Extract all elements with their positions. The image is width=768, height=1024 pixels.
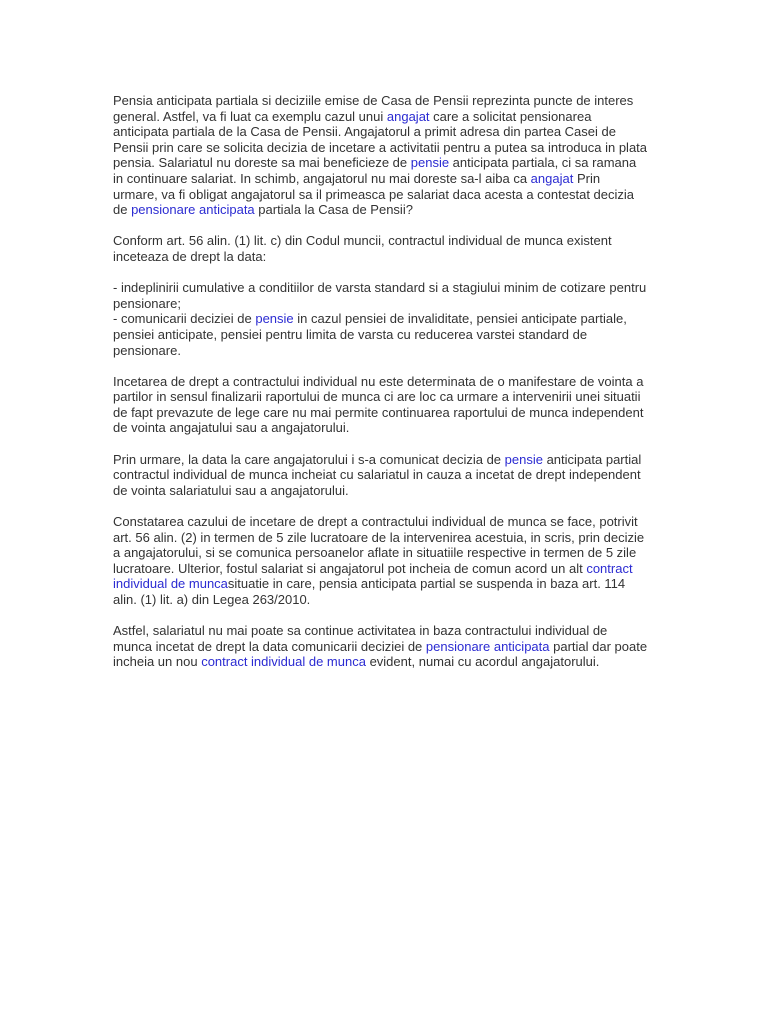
text-line (113, 311, 703, 327)
text-segment: a angajatorului, si se comunica persoanelor aflate in situatiile respective in termen de 5 zile (113, 545, 637, 561)
text-segment: pensionare; (113, 295, 181, 311)
text-line (113, 249, 703, 265)
paragraph (113, 374, 703, 436)
text-line (113, 654, 703, 670)
text-line (113, 374, 703, 390)
keyword-link[interactable]: individual de munca (113, 576, 228, 592)
text-segment: lucratoare. Ulterior, fostul salariat si angajatorul pot incheia de comun acord un alt (113, 560, 587, 576)
text-line (113, 233, 703, 249)
text-line (113, 592, 703, 608)
text-segment: - indeplinirii cumulative a conditiilor de varsta standard si a stagiului minim de cotizare pentru (113, 280, 647, 296)
paragraph (113, 233, 703, 264)
text-segment: partial dar poate (549, 638, 648, 654)
keyword-link[interactable]: contract (586, 560, 633, 576)
text-line (113, 389, 703, 405)
text-segment: de fapt prevazute de lege care nu mai permite continuarea raportului de munca independent (113, 404, 644, 420)
text-line (113, 405, 703, 421)
text-segment: Astfel, salariatul nu mai poate sa continue activitatea in baza contractului individual de (113, 623, 608, 639)
text-line (113, 187, 703, 203)
keyword-link[interactable]: angajat (386, 108, 430, 124)
text-line (113, 93, 703, 109)
text-segment: anticipata partial (542, 451, 642, 467)
text-segment: de vointa angajatului sau a angajatorului. (113, 420, 350, 436)
paragraph (113, 623, 703, 670)
keyword-link[interactable]: pensionare anticipata (131, 202, 255, 218)
text-segment: Pensii prin care se solicita decizia de incetare a activitatii pentru a putea sa introduca in plata (113, 139, 648, 155)
text-line (113, 124, 703, 140)
text-line (113, 343, 703, 359)
paragraph (113, 514, 703, 608)
text-segment: - comunicarii deciziei de (113, 311, 256, 327)
text-line (113, 296, 703, 312)
text-segment: in continuare salariat. In schimb, angajatorul nu mai doreste sa-l aiba ca (113, 170, 531, 186)
text-segment: Prin (573, 170, 601, 186)
text-line (113, 202, 703, 218)
text-line (113, 483, 703, 499)
text-segment: de vointa salariatului sau a angajatorului. (113, 482, 349, 498)
document-body (113, 93, 703, 686)
keyword-link[interactable]: pensionare anticipata (425, 638, 550, 654)
text-segment: de (113, 202, 132, 218)
text-segment: urmare, va fi obligat angajatorul sa il primeasca pe salariat daca acesta a contestat decizia (113, 186, 635, 202)
text-line (113, 530, 703, 546)
text-segment: Conform art. 56 alin. (1) lit. c) din Codul muncii, contractul individual de munca existent (113, 233, 612, 249)
keyword-link[interactable]: pensie (410, 155, 450, 171)
text-segment: contractul individual de munca incheiat cu salariatul in cauza a incetat de drept independent (113, 467, 641, 483)
text-line (113, 576, 703, 592)
text-line (113, 545, 703, 561)
paragraph (113, 93, 703, 218)
text-segment: munca incetat de drept la data comunicarii deciziei de (113, 638, 426, 654)
keyword-link[interactable]: contract individual de munca (201, 654, 366, 670)
text-segment: alin. (1) lit. a) din Legea 263/2010. (113, 592, 311, 607)
text-line (113, 155, 703, 171)
text-segment: inceteaza de drept la data: (113, 248, 267, 264)
text-segment: pensiei anticipate, pensiei pentru limita de varsta cu reducerea varstei standard de (113, 326, 588, 342)
text-segment: Constatarea cazului de incetare de drept a contractului individual de munca se face, potrivit (113, 514, 638, 530)
text-segment: in cazul pensiei de invaliditate, pensiei anticipate partiale, (293, 311, 627, 327)
text-segment: pensionare. (113, 342, 181, 358)
keyword-link[interactable]: pensie (504, 451, 543, 467)
text-segment: partilor in sensul finalizarii raportului de munca ci are loc ca urmare a intervenirii unei situatii (113, 389, 641, 405)
text-line (113, 514, 703, 530)
text-segment: general. Astfel, va fi luat ca exemplu cazul unui (113, 108, 387, 124)
text-line (113, 623, 703, 639)
text-segment: anticipata partiala, ci sa ramana (449, 155, 637, 171)
keyword-link[interactable]: angajat (530, 170, 574, 186)
text-line (113, 561, 703, 577)
text-segment: care a solicitat pensionarea (429, 108, 592, 124)
text-line (113, 452, 703, 468)
text-line (113, 420, 703, 436)
text-line (113, 171, 703, 187)
text-line (113, 639, 703, 655)
text-segment: evident, numai cu acordul angajatorului. (365, 654, 600, 670)
text-segment: anticipata partiala de la Casa de Pensii. Angajatorul a primit adresa din partea Casei de (113, 124, 616, 140)
text-line (113, 140, 703, 156)
text-segment: Prin urmare, la data la care angajatorului i s-a comunicat decizia de (113, 451, 505, 467)
keyword-link[interactable]: pensie (255, 311, 294, 327)
text-line (113, 280, 703, 296)
paragraph (113, 280, 703, 358)
text-line (113, 327, 703, 343)
text-segment: Pensia anticipata partiala si deciziile emise de Casa de Pensii reprezinta puncte de interes (113, 93, 634, 108)
text-segment: art. 56 alin. (2) in termen de 5 zile lucratoare de la intervenirea acestuia, in scris, prin decizie (113, 529, 645, 545)
text-segment: Incetarea de drept a contractului individual nu este determinata de o manifestare de vointa a (113, 373, 644, 389)
text-segment: incheia un nou (113, 654, 202, 670)
text-line (113, 467, 703, 483)
text-segment: partiala la Casa de Pensii? (254, 202, 413, 218)
paragraph (113, 452, 703, 499)
text-segment: pensia. Salariatul nu doreste sa mai beneficieze de (113, 155, 411, 171)
text-line (113, 109, 703, 125)
text-segment: situatie in care, pensia anticipata partial se suspenda in baza art. 114 (227, 576, 626, 592)
